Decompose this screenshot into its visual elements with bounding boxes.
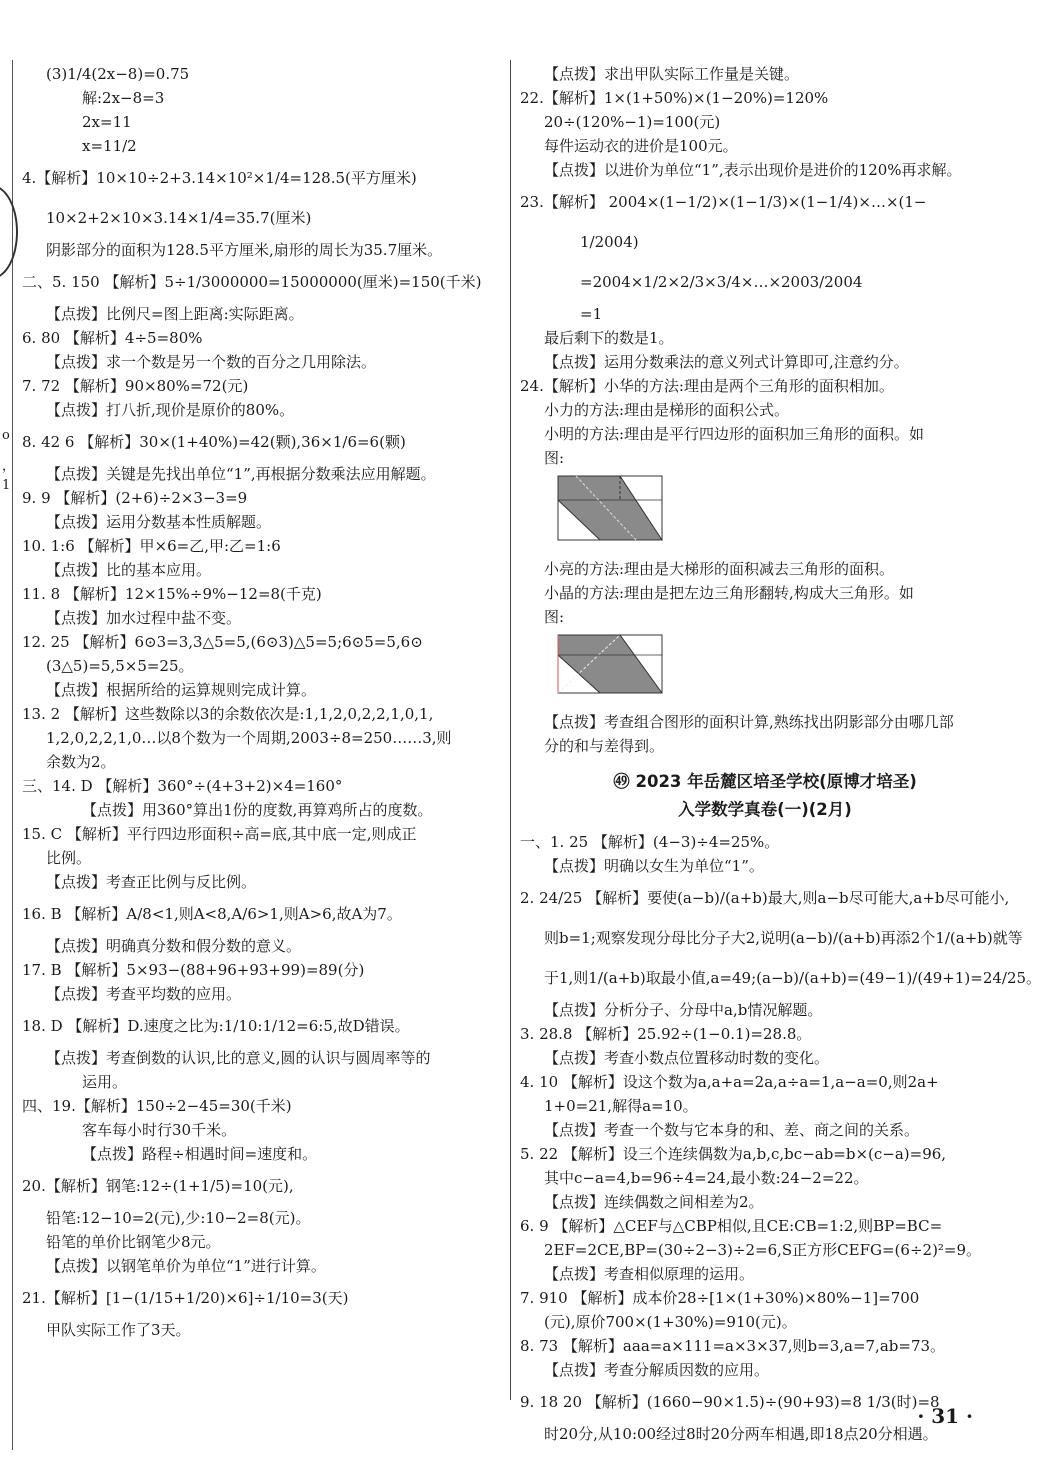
text-line: (3)1/4(2x−8)=0.75 (46, 65, 190, 83)
text-line: 【点拨】用360°算出1份的度数,再算鸡所占的度数。 (82, 801, 433, 819)
text-line: 【点拨】运用分数基本性质解题。 (46, 513, 272, 531)
figure-parallelogram-method (556, 474, 666, 544)
text-line: 18. D 【解析】D.速度之比为:1/10:1/12=6:5,故D错误。 (22, 1017, 410, 1035)
text-line: 四、19.【解析】150÷2−45=30(千米) (22, 1097, 292, 1115)
text-line: 【点拨】考查分解质因数的应用。 (544, 1361, 770, 1379)
text-line: 最后剩下的数是1。 (544, 329, 674, 347)
text-line: 【点拨】连续偶数之间相差为2。 (544, 1193, 764, 1211)
text-line: 【点拨】考查平均数的应用。 (46, 985, 242, 1003)
text-line: 铅笔:12−10=2(元),少:10−2=8(元)。 (46, 1209, 311, 1227)
left-column (22, 62, 500, 1342)
text-line: 【点拨】分析分子、分母中a,b情况解题。 (544, 1001, 823, 1019)
text-line: 15. C 【解析】平行四边形面积÷高=底,其中底一定,则成正 (22, 825, 417, 843)
text-line: 24.【解析】小华的方法:理由是两个三角形的面积相加。 (520, 377, 894, 395)
text-line: 【点拨】根据所给的运算规则完成计算。 (46, 681, 317, 699)
answer-block-24-cont (520, 557, 1010, 629)
text-line: 其中c−a=4,b=96÷4=24,最小数:24−2=22。 (544, 1169, 869, 1187)
text-line: 【点拨】求出甲队实际工作量是关键。 (544, 65, 800, 83)
text-line: 小晶的方法:理由是把左边三角形翻转,构成大三角形。如 (544, 584, 914, 602)
text-line: 二、5. 150 【解析】5÷1/3000000=15000000(厘米)=150(千米) (22, 273, 482, 291)
answer-block-24-note (520, 710, 1010, 758)
text-line: 图: (544, 449, 565, 467)
text-line: 2x=11 (82, 113, 132, 131)
text-line: 【点拨】运用分数乘法的意义列式计算即可,注意约分。 (544, 353, 909, 371)
text-line: 时20分,从10:00经过8时20分两车相遇,即18点20分相遇。 (544, 1425, 938, 1443)
text-line: 2EF=2CE,BP=(30÷2−3)÷2=6,S正方形CEFG=(6÷2)²=9。 (544, 1241, 982, 1259)
text-line: 4. 10 【解析】设这个数为a,a+a=2a,a÷a=1,a−a=0,则2a+ (520, 1073, 939, 1091)
text-line: 铅笔的单价比钢笔少8元。 (46, 1233, 221, 1251)
text-line: 图: (544, 608, 565, 626)
text-line: 余数为2。 (46, 753, 116, 771)
exam-title-line-2: 入学数学真卷(一)(2月) (678, 800, 852, 819)
text-line: 比例。 (46, 849, 92, 867)
text-line: 甲队实际工作了3天。 (46, 1321, 191, 1339)
text-line: (元),原价700×(1+30%)=910(元)。 (544, 1313, 797, 1331)
text-line: 小明的方法:理由是平行四边形的面积加三角形的面积。如 (544, 425, 925, 443)
text-line: 8. 42 6 【解析】30×(1+40%)=42(颗),36×1/6=6(颗) (22, 433, 406, 451)
edge-mark: ， (2, 459, 16, 474)
edge-mark: o (2, 428, 10, 443)
text-line: 【点拨】考查相似原理的运用。 (544, 1265, 755, 1283)
text-line: 5. 22 【解析】设三个连续偶数为a,b,c,bc−ab=b×(c−a)=96, (520, 1145, 947, 1163)
text-line: =2004×1/2×2/3×3/4×…×2003/2004 (580, 273, 863, 291)
text-line: 小力的方法:理由是梯形的面积公式。 (544, 401, 790, 419)
text-line: 【点拨】打八折,现价是原价的80%。 (46, 401, 295, 419)
text-line: 每件运动衣的进价是100元。 (544, 137, 738, 155)
text-line: 4.【解析】10×10÷2+3.14×10²×1/4=128.5(平方厘米) (22, 169, 417, 187)
text-line: 解:2x−8=3 (82, 89, 165, 107)
page-number: · 31 · (917, 1404, 973, 1428)
text-line: 6. 80 【解析】4÷5=80% (22, 329, 203, 347)
text-line: 【点拨】考查一个数与它本身的和、差、商之间的关系。 (544, 1121, 920, 1139)
text-line: 【点拨】以进价为单位“1”,表示出现价是进价的120%再求解。 (544, 161, 962, 179)
text-line: 12. 25 【解析】6⊙3=3,3△5=5,(6⊙3)△5=5;6⊙5=5,6⊙ (22, 633, 423, 651)
exam-answers-block (520, 830, 1042, 1446)
text-line: 7. 910 【解析】成本价28÷[1×(1+30%)×80%−1]=700 (520, 1289, 920, 1307)
text-line: 【点拨】考查组合图形的面积计算,熟练找出阴影部分由哪几部 (544, 713, 954, 731)
text-line: 3. 28.8 【解析】25.92÷(1−0.1)=28.8。 (520, 1025, 812, 1043)
text-line: 【点拨】比例尺=图上距离:实际距离。 (46, 305, 304, 323)
answer-block-22-24 (520, 62, 1010, 470)
text-line: 7. 72 【解析】90×80%=72(元) (22, 377, 249, 395)
edge-mark: 1 (2, 478, 11, 493)
text-line: 【点拨】明确真分数和假分数的意义。 (46, 937, 302, 955)
text-line: 【点拨】加水过程中盐不变。 (46, 609, 242, 627)
text-line: 【点拨】关键是先找出单位“1”,再根据分数乘法应用解题。 (46, 465, 436, 483)
text-line: 8. 73 【解析】aaa=a×111=a×3×37,则b=3,a=7,ab=73。 (520, 1337, 946, 1355)
text-line: 22.【解析】1×(1+50%)×(1−20%)=120% (520, 89, 829, 107)
text-line: 则b=1;观察发现分母比分子大2,说明(a−b)/(a+b)再添2个1/(a+b)就等 (544, 929, 1023, 947)
text-line: 21.【解析】[1−(1/15+1/20)×6]÷1/10=3(天) (22, 1289, 349, 1307)
exam-title-line-1: ㊾ 2023 年岳麓区培圣学校(原博才培圣) (613, 772, 917, 791)
text-line: 于1,则1/(a+b)取最小值,a=49;(a−b)/(a+b)=(49−1)/(49+1)=24/25。 (544, 969, 1042, 987)
column-divider (510, 60, 511, 1400)
text-line: 9. 18 20 【解析】(1660−90×1.5)÷(90+93)=8 1/3(时)=8 (520, 1393, 940, 1411)
text-line: 2. 24/25 【解析】要使(a−b)/(a+b)最大,则a−b尽可能大,a+b尽可能小, (520, 889, 1010, 907)
text-line: 20.【解析】钢笔:12÷(1+1/5)=10(元), (22, 1177, 294, 1195)
text-line: 【点拨】路程÷相遇时间=速度和。 (82, 1145, 318, 1163)
text-line: 三、14. D 【解析】360°÷(4+3+2)×4=160° (22, 777, 343, 795)
text-line: 13. 2 【解析】这些数除以3的余数依次是:1,1,2,0,2,2,1,0,1, (22, 705, 434, 723)
text-line: x=11/2 (82, 137, 137, 155)
text-line: 运用。 (82, 1073, 128, 1091)
binding-hole (0, 185, 18, 279)
text-line: 一、1. 25 【解析】(4−3)÷4=25%。 (520, 833, 780, 851)
text-line: 11. 8 【解析】12×15%÷9%−12=8(千克) (22, 585, 322, 603)
text-line: 1,2,0,2,2,1,0…以8个数为一个周期,2003÷8=250……3,则 (46, 729, 452, 747)
text-line: 【点拨】比的基本应用。 (46, 561, 212, 579)
text-line: 客车每小时行30千米。 (82, 1121, 237, 1139)
text-line: 分的和与差得到。 (544, 737, 665, 755)
text-line: 10×2+2×10×3.14×1/4=35.7(厘米) (46, 209, 312, 227)
text-line: (3△5)=5,5×5=25。 (46, 657, 194, 675)
text-line: 阴影部分的面积为128.5平方厘米,扇形的周长为35.7厘米。 (46, 241, 443, 259)
text-line: 10. 1:6 【解析】甲×6=乙,甲:乙=1:6 (22, 537, 281, 555)
text-line: 23.【解析】 2004×(1−1/2)×(1−1/3)×(1−1/4)×…×(1− (520, 193, 927, 211)
text-line: 1/2004) (580, 233, 639, 251)
text-line: 16. B 【解析】A/8<1,则A<8,A/6>1,则A>6,故A为7。 (22, 905, 402, 923)
text-line: 【点拨】考查倒数的认识,比的意义,圆的认识与圆周率等的 (46, 1049, 431, 1067)
text-line: 【点拨】求一个数是另一个数的百分之几用除法。 (46, 353, 377, 371)
text-line: 【点拨】以钢笔单价为单位“1”进行计算。 (46, 1257, 326, 1275)
text-line: 17. B 【解析】5×93−(88+96+93+99)=89(分) (22, 961, 365, 979)
text-line: =1 (580, 305, 603, 323)
text-line: 小亮的方法:理由是大梯形的面积减去三角形的面积。 (544, 560, 895, 578)
figure-flip-triangle-method (556, 633, 666, 697)
text-line: 1+0=21,解得a=10。 (544, 1097, 698, 1115)
text-line: 【点拨】明确以女生为单位“1”。 (544, 857, 764, 875)
text-line: 9. 9 【解析】(2+6)÷2×3−3=9 (22, 489, 248, 507)
text-line: 20÷(120%−1)=100(元) (544, 113, 721, 131)
text-line: 【点拨】考查正比例与反比例。 (46, 873, 257, 891)
text-line: 【点拨】考查小数点位置移动时数的变化。 (544, 1049, 830, 1067)
text-line: 6. 9 【解析】△CEF与△CBP相似,且CE:CB=1:2,则BP=BC= (520, 1217, 943, 1235)
right-column (520, 62, 1042, 1446)
